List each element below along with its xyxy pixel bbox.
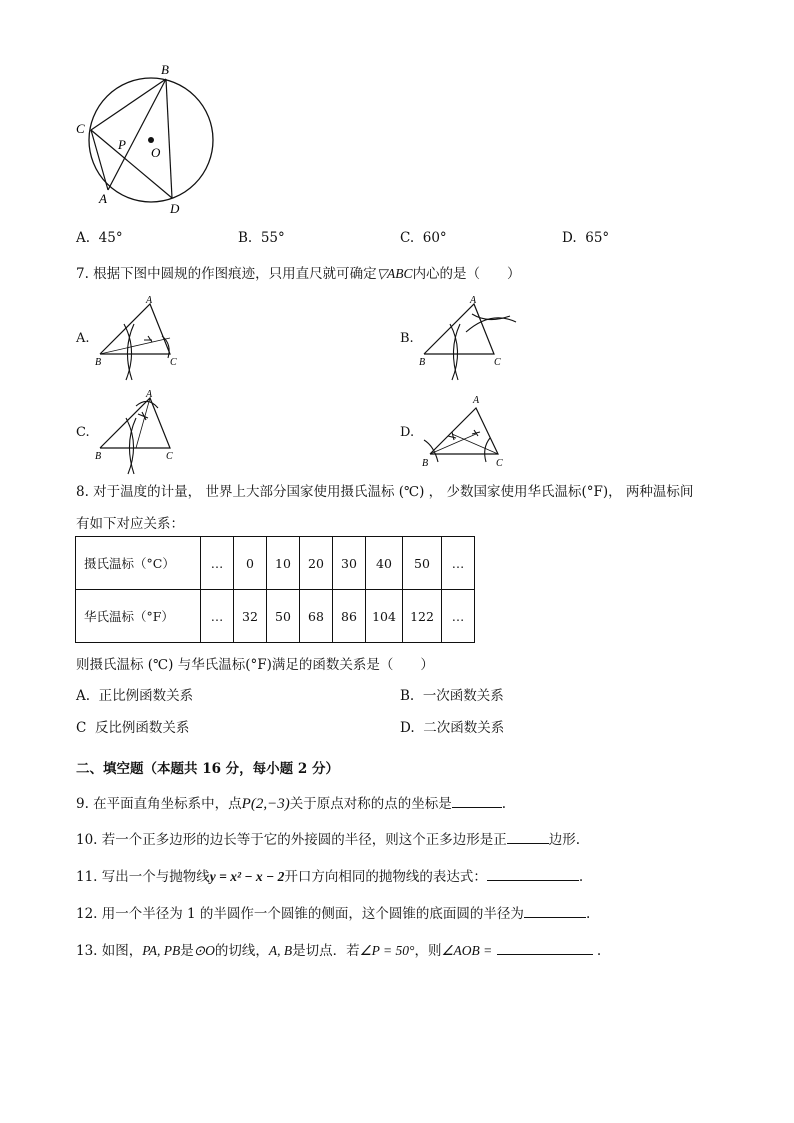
q11: 11. 写出一个与抛物线y = x² − x − 2开口方向相同的抛物线的表达式： . xyxy=(76,869,584,885)
q10-answer-blank[interactable] xyxy=(507,831,549,844)
temperature-table xyxy=(75,536,475,643)
q12: 12. 用一个半径为 1 的半圆作一个圆锥的侧面，这个圆锥的底面圆的半径为 . xyxy=(76,906,591,922)
q11-answer-blank[interactable] xyxy=(487,868,579,881)
table-row-fahrenheit: 华氏温标（°F） … 32 50 68 86 104 122 … xyxy=(76,590,475,643)
q7-figure-a[interactable] xyxy=(92,292,192,382)
q12-answer-blank[interactable] xyxy=(524,905,586,918)
section-2-title: 二、填空题（本题共 16 分，每小题 2 分） xyxy=(76,761,339,777)
q8-question: 则摄氏温标 (℃) 与华氏温标(°F)满足的函数关系是（ ） xyxy=(76,657,434,673)
svg-text:A: A xyxy=(473,395,480,406)
q7-option-d-label[interactable]: D. xyxy=(400,425,415,440)
q7-option-a-label[interactable]: A. xyxy=(76,331,90,346)
label-B: B xyxy=(161,62,169,77)
q8-option-a[interactable]: A. 正比例函数关系 xyxy=(76,688,194,704)
q8-option-d[interactable]: D. 二次函数关系 xyxy=(400,720,505,736)
q7-option-c-label[interactable]: C. xyxy=(76,425,90,440)
q8-option-b[interactable]: B. 一次函数关系 xyxy=(400,688,504,704)
q6-option-c[interactable]: C. 60° xyxy=(400,230,447,246)
svg-text:B: B xyxy=(95,357,102,368)
svg-text:C: C xyxy=(496,458,503,469)
label-C: C xyxy=(76,121,85,136)
q7-option-b-label[interactable]: B. xyxy=(400,331,414,346)
label-P: P xyxy=(118,137,126,152)
q7-figure-d[interactable] xyxy=(416,390,516,470)
q9-answer-blank[interactable] xyxy=(452,795,502,808)
svg-text:C: C xyxy=(170,357,177,368)
svg-text:C: C xyxy=(494,357,501,368)
label-O: O xyxy=(151,145,161,160)
label-D: D xyxy=(170,201,180,216)
q6-option-d[interactable]: D. 65° xyxy=(562,230,610,246)
svg-text:B: B xyxy=(422,458,429,469)
q13-answer-blank[interactable] xyxy=(497,942,593,955)
q7-stem: 7. 根据下图中圆规的作图痕迹，只用直尺就可确定▽ABC内心的是（ ） xyxy=(76,266,521,282)
q8-stem-line1: 8. 对于温度的计量， 世界上大部分国家使用摄氏温标 (℃) ， 少数国家使用华氏温标(°F)， 两种温标间 xyxy=(76,484,694,500)
q7-figure-b[interactable] xyxy=(416,292,526,382)
svg-text:C: C xyxy=(166,451,173,462)
q10: 10. 若一个正多边形的边长等于它的外接圆的半径，则这个正多边形是正 边形. xyxy=(76,832,581,848)
q7-figure-c[interactable] xyxy=(92,386,192,476)
label-A: A xyxy=(99,191,107,206)
svg-text:B: B xyxy=(419,357,426,368)
q9: 9. 在平面直角坐标系中，点P(2,−3)关于原点对称的点的坐标是 . xyxy=(76,796,506,812)
q6-circle-figure xyxy=(70,58,230,218)
svg-text:A: A xyxy=(146,295,153,306)
svg-text:A: A xyxy=(146,389,153,400)
q8-stem-line2: 有如下对应关系： xyxy=(76,516,184,532)
svg-text:A: A xyxy=(470,295,477,306)
q8-option-c[interactable]: C 反比例函数关系 xyxy=(76,720,190,736)
q13: 13. 如图，PA, PB是⊙O的切线，A, B是切点．若∠P = 50°，则∠AOB = . xyxy=(76,943,602,959)
table-row-celsius: 摄氏温标（°C） … 0 10 20 30 40 50 … xyxy=(76,537,475,590)
q6-option-b[interactable]: B. 55° xyxy=(238,230,285,246)
svg-text:B: B xyxy=(95,451,102,462)
q6-option-a[interactable]: A. 45° xyxy=(76,230,123,246)
